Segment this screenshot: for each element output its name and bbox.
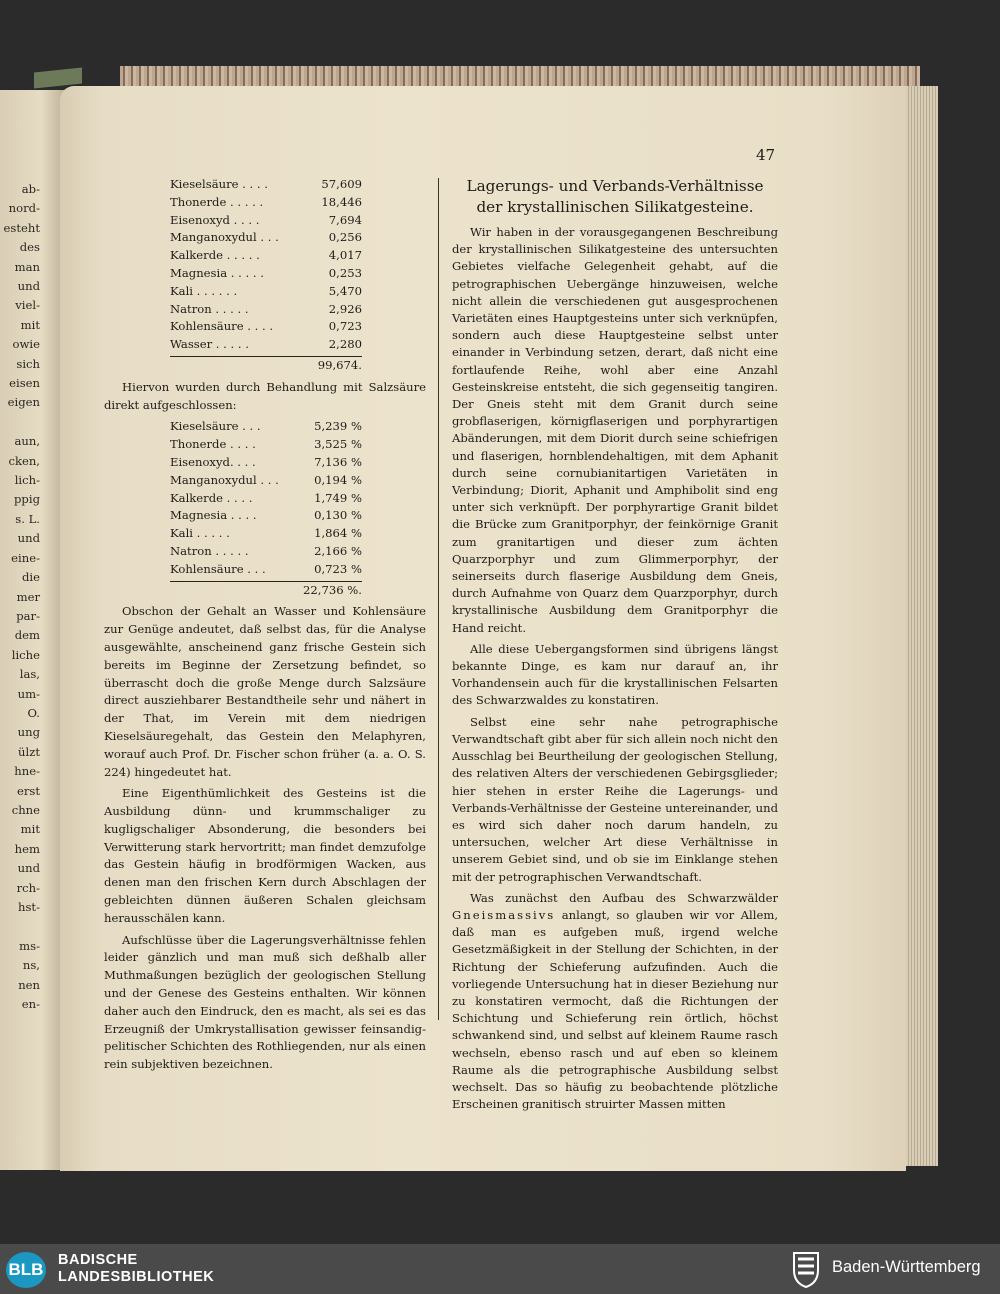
para-rest: anlangt, so glauben wir vor Allem, daß man es aufgeben muß, irgend welche Gesetzmäßigkeit in der Stellung der Schichten, in der Richtung der Schieferung aufzufinden. Auch die vorliegende Untersuchung hat in dieser Beziehung nur zu konstatiren vermocht, daß die Richtungen der Schichtung und Schieferung rein örtlich, höchst schwankend sind, und selbst auf kleinem Raume rasch wechseln, ebenso rasch und auf eben so kleinem Raume als die petrographische Ausbildung selbst wechselt. Das so häufig zu beobachtende plötzliche Erscheinen granitisch struirter Massen mitten <box>452 907 779 1112</box>
left-fragment: hst- <box>18 900 40 915</box>
table-row <box>170 490 426 508</box>
table-row <box>170 318 426 336</box>
table-row <box>170 561 426 579</box>
component-value: 1,749 % <box>314 490 362 505</box>
component-name: Kali . . . . . . <box>170 283 238 298</box>
component-value: 2,280 <box>328 337 362 352</box>
left-fragment: und <box>17 279 40 294</box>
table-row <box>170 418 426 436</box>
left-fragment: chne <box>11 802 40 817</box>
component-name: Manganoxydul . . . <box>170 472 279 487</box>
state-name[interactable]: Baden-Württemberg <box>832 1258 981 1276</box>
left-page-fragments <box>0 180 40 1014</box>
paragraph-alle-diese: Alle diese Uebergangsformen sind übrigens längst bekannte Dinge, es kam nur darauf an, ihr Vorhandensein auch für die krystallinischen Felsarten des Schwarzwaldes zu konstatiren. <box>452 641 778 708</box>
left-fragment: las, <box>19 667 40 682</box>
left-fragment: esteht <box>3 220 40 235</box>
table-row <box>170 336 426 354</box>
table-total: 22,736 %. <box>170 581 362 600</box>
paragraph-wir-haben: Wir haben in der vorausgegangenen Beschreibung der krystallinischen Silikatgesteine des untersuchten Gebietes vielfache Gelegenheit gehabt, auf die petrographischen Uebergänge hinzuweisen, welche nicht allein die verschiedenen gut ausgesprochenen Varietäten eines Hauptgesteins unter sich verknüpfen, sondern auch diese Hauptgesteine selbst unter einander in Verbindung setzen, derart, daß nicht eine fortlaufende Reihe, wohl aber eine Anzahl Gesteinskreise entsteht, die sich gegenseitig tangiren. Der Gneis steht mit dem Granit durch seine grobflaserigen, körnigflaserigen und porphyrartigen Abänderungen, mit dem Diorit durch seine schiefrigen und flaserigen, hornblendehaltigen, mit dem Aphanit durch seine cornubianitartigen Varietäten in Verbindung; Diorit, Aphanit und Amphibolit sind eng unter sich verknüpft. Der porphyrartige Granit bildet die Brücke zum Granitporphyr, der feinkörnige Granit zum granitartigen und dieser zum ächten Quarzporphyr und zum Glimmerporphyr, der seinerseits durch flaserige Ausbildung dem Gneis, durch Aufnahme von Quarz dem Quarzporphyr, durch krystallinische Ausbildung dem Granitporphyr die Hand reicht. <box>452 225 778 635</box>
left-fragment: mer <box>16 589 40 604</box>
left-fragment: ülzt <box>18 744 40 759</box>
table-row <box>170 525 426 543</box>
component-value: 0,723 % <box>314 561 362 576</box>
left-fragment: hem <box>14 841 40 856</box>
component-value: 57,609 <box>321 177 362 191</box>
left-fragment: mit <box>20 822 40 837</box>
left-fragment: cken, <box>8 453 40 468</box>
left-fragment: des <box>19 240 40 255</box>
table-row <box>170 265 426 283</box>
component-name: Magnesia . . . . . <box>170 265 264 280</box>
right-column <box>452 176 778 1117</box>
component-name: Kohlensäure . . . . <box>170 319 274 334</box>
library-name-line1: BADISCHE <box>58 1252 138 1268</box>
table-row <box>170 454 426 472</box>
left-fragment: erst <box>16 783 40 798</box>
component-value: 2,926 <box>328 301 362 316</box>
table-row <box>170 229 426 247</box>
left-fragment: hne- <box>14 764 40 779</box>
table-row <box>170 212 426 230</box>
paragraph-was-zunaechst <box>452 890 778 1114</box>
table-total: 99,674. <box>170 356 362 375</box>
left-fragment: man <box>14 259 40 274</box>
component-name: Kalkerde . . . . . <box>170 248 260 263</box>
left-fragment: die <box>22 570 40 585</box>
paragraph-hiervon: Hiervon wurden durch Behandlung mit Salzsäure direkt aufgeschlossen: <box>104 379 426 412</box>
table-row <box>170 436 426 454</box>
left-fragment: en- <box>21 997 40 1012</box>
table-row <box>170 194 426 212</box>
analysis-table-total <box>170 176 426 375</box>
component-value: 7,136 % <box>314 454 362 469</box>
para-start: Was zunächst den Aufbau des Schwarzwälder <box>470 890 778 905</box>
left-fragment: lich- <box>14 473 40 488</box>
paragraph-obschon: Obschon der Gehalt an Wasser und Kohlensäure zur Genüge andeutet, daß selbst das, für die Analyse ausgewählte, anscheinend ganz frische Gestein sich bereits im Beginne der Zersetzung befindet, so überrascht doch die große Menge durch Salzsäure direct ausziehbarer Bestandtheile sehr und nähert in der That, im Verein mit dem niedrigen Kieselsäuregehalt, das Gestein den Melaphyren, worauf auch Prof. Dr. Fischer schon früher (a. a. O. S. 224) hingedeutet hat. <box>104 604 426 779</box>
table-row <box>170 247 426 265</box>
left-fragment <box>0 413 40 432</box>
library-name-line2: LANDESBIBLIOTHEK <box>58 1269 215 1285</box>
left-fragment: owie <box>12 337 40 352</box>
footer-bar <box>0 1244 1000 1294</box>
left-fragment: sich <box>16 356 40 371</box>
left-fragment: ns, <box>22 958 40 973</box>
heading-line-1: Lagerungs- und Verbands-Verhältnisse <box>466 177 764 195</box>
component-value: 0,194 % <box>314 472 362 487</box>
component-name: Thonerde . . . . . <box>170 194 264 209</box>
paragraph-eigenthuemlichkeit: Eine Eigenthümlichkeit des Gesteins ist die Ausbildung dünn- und krummschaliger zu kugligschaliger Absonderung, die besonders bei Verwitterung stark hervortritt; man findet demzufolge das Gestein häufig in brodförmigen Wacken, aus denen man den frischen Kern durch Abschlagen der gebleichten dünnen äußeren Schalen gleichsam herausschälen kann. <box>104 786 426 925</box>
blb-logo[interactable]: BLB <box>6 1252 46 1288</box>
component-value: 2,166 % <box>314 543 362 558</box>
left-fragment: ung <box>17 725 40 740</box>
analysis-table-soluble <box>170 418 426 599</box>
table-total-row <box>170 579 426 600</box>
left-fragment: und <box>17 861 40 876</box>
paragraph-selbst-eine: Selbst eine sehr nahe petrographische Verwandtschaft gibt aber für sich allein noch nicht den Ausschlag bei Beurtheilung der geologischen Stellung, des relativen Alters der verschiedenen Gebirgsglieder; hier stehen in erster Reihe die Lagerungs- und Verbands-Verhältnisse der Gesteine untereinander, und es wird sich daher noch darum handeln, zu untersuchen, welcher Art diese Verhältnisse in unserem Gebiet sind, und ob sie im Einklange stehen mit der petrographischen Verwandtschaft. <box>452 714 778 884</box>
left-fragment: ab- <box>21 182 40 196</box>
bw-crest-icon <box>790 1250 822 1288</box>
left-fragment: eisen <box>9 376 40 391</box>
component-name: Kieselsäure . . . . <box>170 177 268 191</box>
table-row <box>170 176 426 194</box>
component-name: Eisenoxyd. . . . <box>170 454 256 469</box>
component-name: Thonerde . . . . <box>170 437 256 452</box>
component-name: Magnesia . . . . <box>170 508 257 523</box>
component-value: 3,525 % <box>314 437 362 452</box>
component-value: 1,864 % <box>314 526 362 541</box>
table-row <box>170 472 426 490</box>
left-fragment: um- <box>17 686 40 701</box>
component-name: Kieselsäure . . . <box>170 419 261 434</box>
component-name: Kali . . . . . <box>170 526 230 541</box>
left-fragment: und <box>17 531 40 546</box>
component-value: 5,470 <box>328 283 362 298</box>
book-page <box>60 86 906 1171</box>
left-fragment: nord- <box>8 201 40 216</box>
component-name: Natron . . . . . <box>170 301 249 316</box>
component-name: Natron . . . . . <box>170 543 249 558</box>
component-name: Eisenoxyd . . . . <box>170 212 260 227</box>
left-fragment: viel- <box>15 298 40 313</box>
left-fragment: ms- <box>19 938 40 953</box>
component-value: 0,253 <box>328 265 362 280</box>
component-value: 4,017 <box>328 248 362 263</box>
table-row <box>170 543 426 561</box>
left-fragment: mit <box>20 317 40 332</box>
left-fragment: nen <box>18 977 40 992</box>
left-fragment: rch- <box>16 880 40 895</box>
component-value: 0,130 % <box>314 508 362 523</box>
page-number: 47 <box>756 146 776 164</box>
column-divider <box>438 178 439 1020</box>
left-fragment: eine- <box>11 550 40 565</box>
table-row <box>170 507 426 525</box>
left-fragment: ppig <box>14 492 40 507</box>
component-name: Manganoxydul . . . <box>170 230 279 245</box>
table-row <box>170 283 426 301</box>
left-fragment: aun, <box>14 434 40 449</box>
component-value: 0,256 <box>328 230 362 245</box>
component-value: 18,446 <box>321 194 362 209</box>
library-name[interactable] <box>58 1252 214 1286</box>
left-fragment: liche <box>11 647 40 662</box>
left-fragment: par- <box>16 608 40 623</box>
left-fragment: O. <box>27 705 40 720</box>
component-value: 7,694 <box>328 212 362 227</box>
section-heading <box>452 176 778 218</box>
component-name: Kalkerde . . . . <box>170 490 253 505</box>
component-name: Kohlensäure . . . <box>170 561 266 576</box>
book-edge-top <box>120 66 920 86</box>
left-fragment: dem <box>14 628 40 643</box>
left-column <box>104 176 426 1078</box>
left-fragment: eigen <box>7 395 40 410</box>
heading-line-2: der krystallinischen Silikatgesteine. <box>476 198 754 216</box>
component-value: 0,723 <box>328 319 362 334</box>
table-total-row <box>170 354 426 375</box>
component-value: 5,239 % <box>314 419 362 434</box>
component-name: Wasser . . . . . <box>170 337 249 352</box>
paragraph-aufschluesse: Aufschlüsse über die Lagerungsverhältnisse fehlen leider gänzlich und man muß sich deßhalb aller Muthmaßungen bezüglich der geologischen Stellung und der Genese des Gesteins enthalten. Wir können daher auch den Eindruck, den es macht, als sei es das Erzeugniß der Umkrystallisation gewisser feinsandig-pelitischer Schichten des Rothliegenden, nur als einen rein subjektiven bezeichnen. <box>104 932 426 1072</box>
table-row <box>170 301 426 319</box>
left-fragment: s. L. <box>15 511 40 526</box>
spaced-term: Gneismassivs <box>452 907 556 922</box>
left-fragment <box>0 917 40 936</box>
